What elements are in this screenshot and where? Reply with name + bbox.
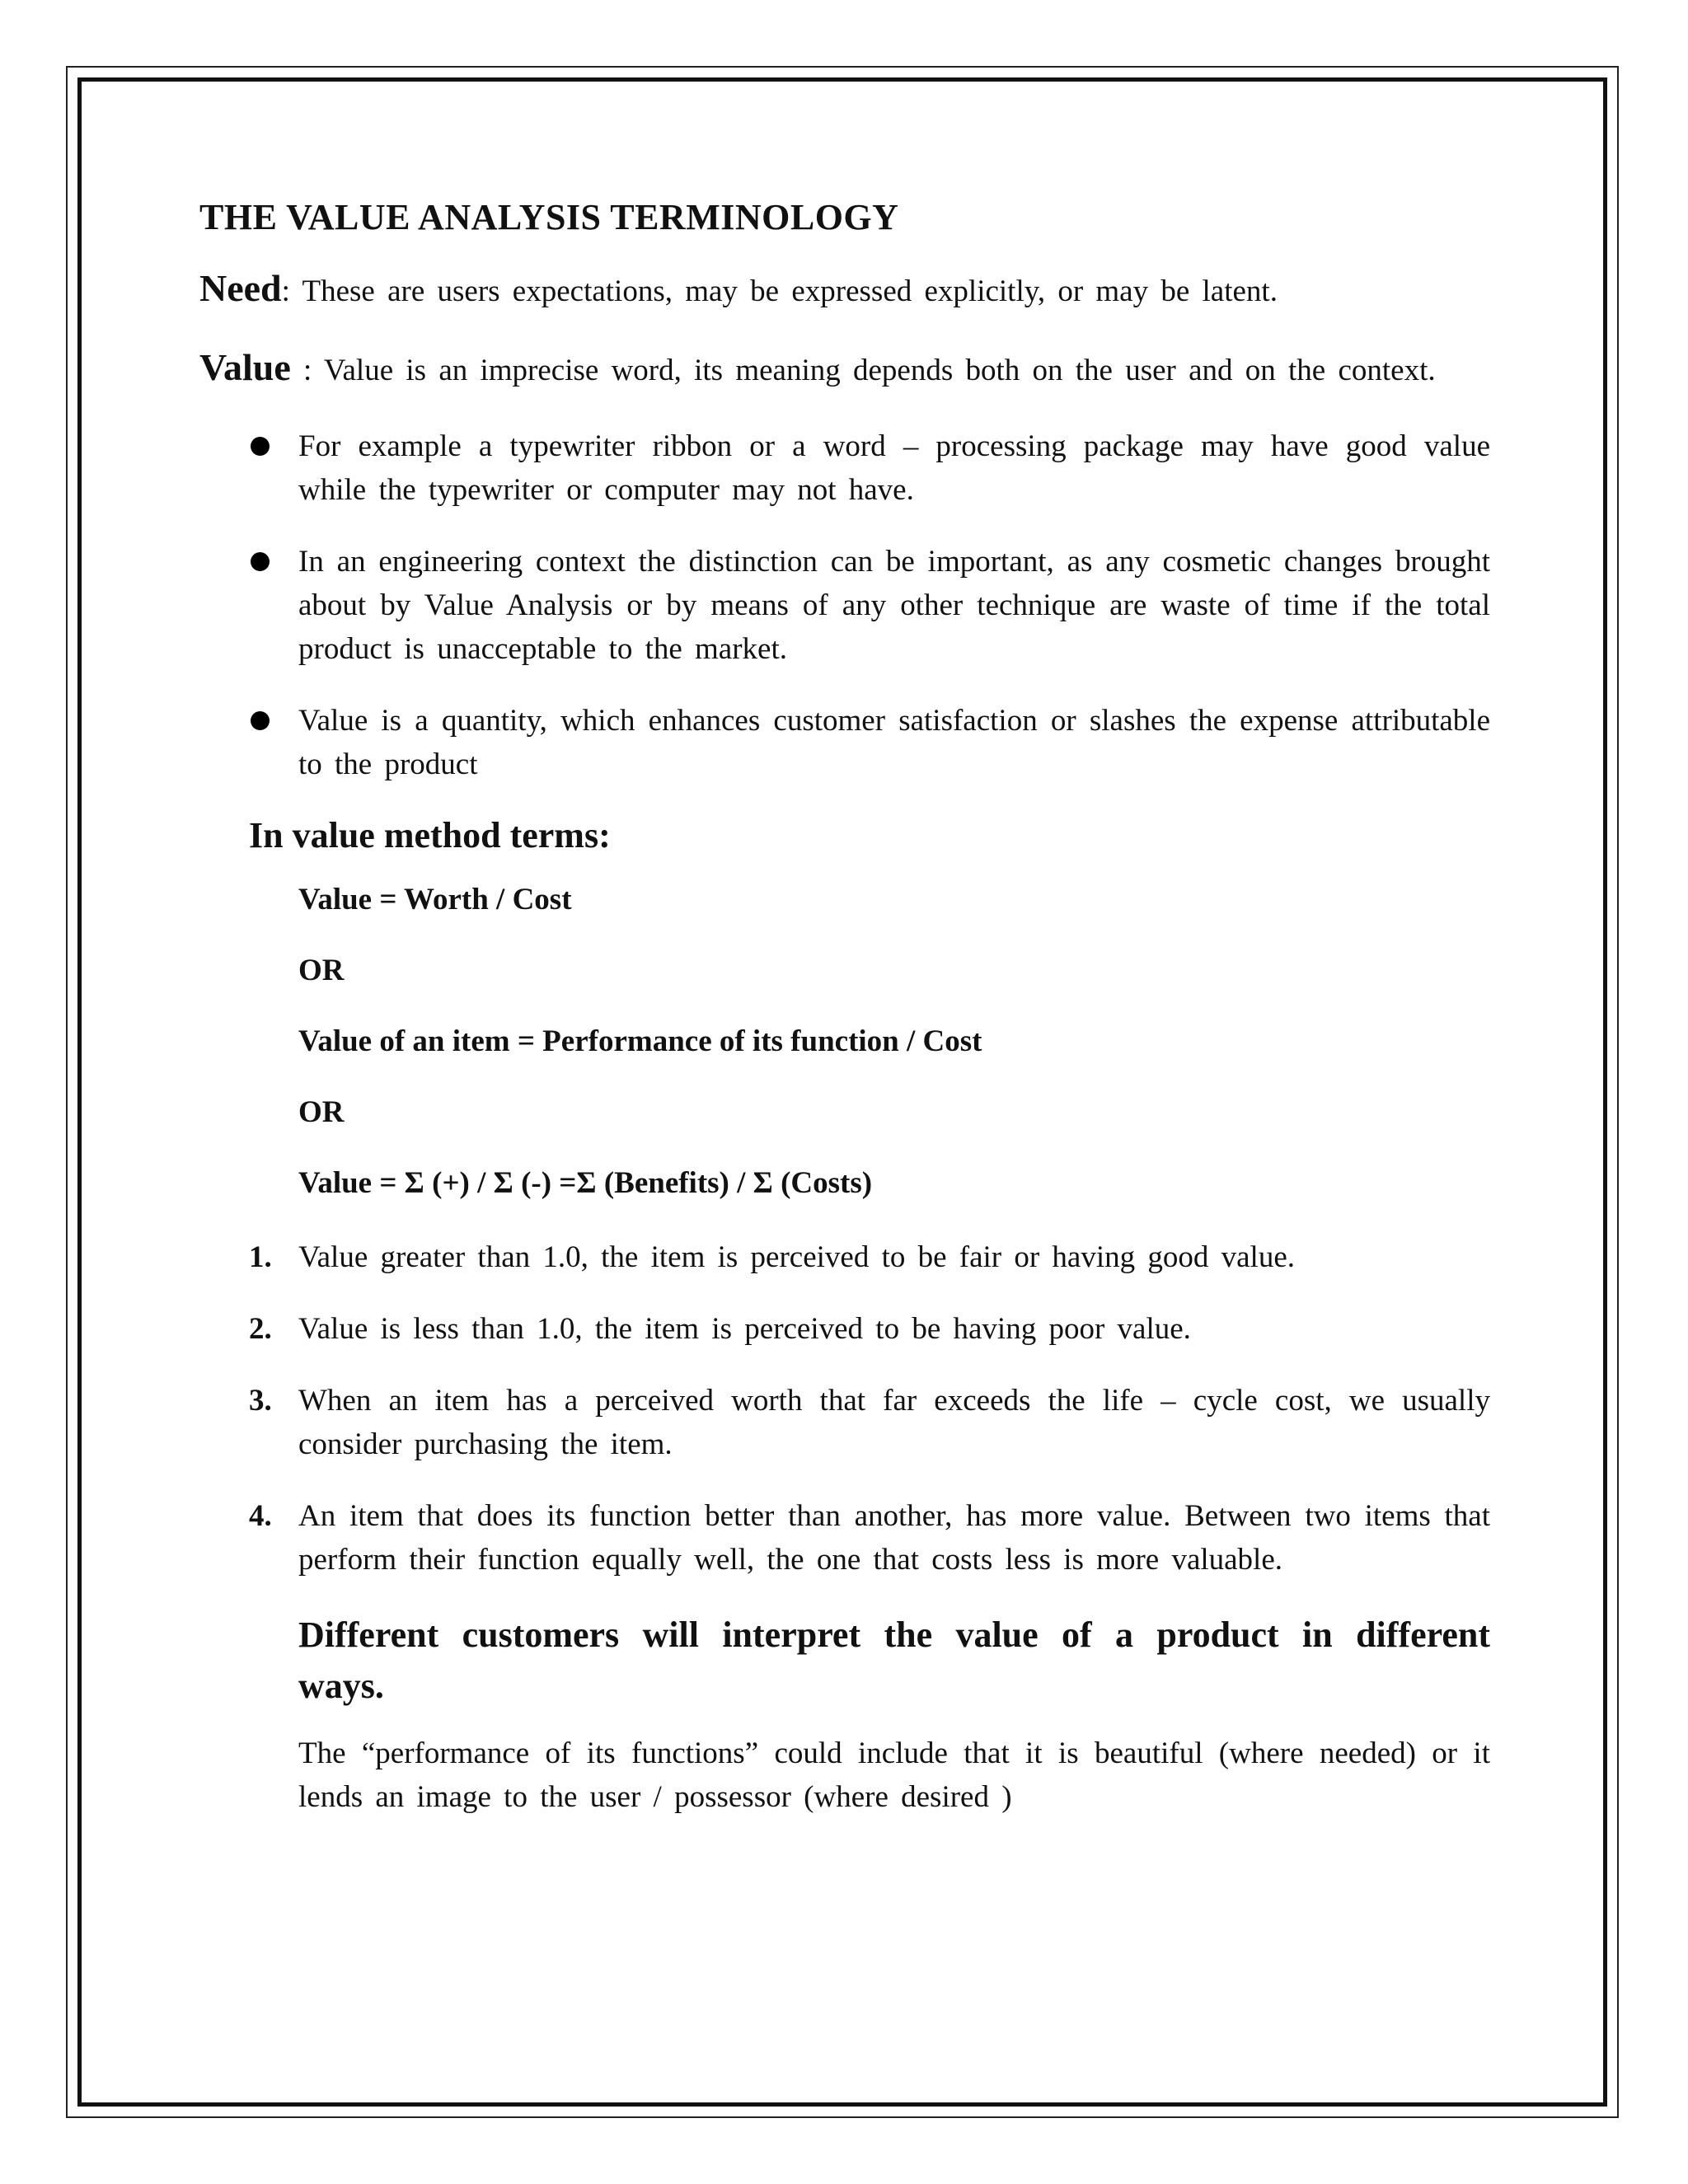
list-item <box>199 424 1490 512</box>
list-item <box>199 1307 1490 1351</box>
bullet-text: Value is a quantity, which enhances customer satisfaction or slashes the expense attributable to the product <box>298 704 1490 781</box>
formula-worth-cost: Value = Worth / Cost <box>298 883 572 916</box>
list-item <box>199 699 1490 786</box>
value-bullet-list <box>199 424 1490 786</box>
value-term: Value <box>199 346 291 388</box>
page-title: THE VALUE ANALYSIS TERMINOLOGY <box>199 197 899 237</box>
formula-or-1: OR <box>298 954 345 987</box>
need-separator: : <box>281 274 290 308</box>
list-item <box>199 540 1490 671</box>
bullet-icon <box>251 437 270 456</box>
need-term: Need <box>199 267 282 309</box>
list-number: 3. <box>249 1384 272 1418</box>
need-text: These are users expectations, may be expressed explicitly, or may be latent. <box>289 274 1278 308</box>
list-text: Value greater than 1.0, the item is perceived to be fair or having good value. <box>298 1240 1296 1274</box>
value-separator: : <box>290 354 312 387</box>
list-number: 4. <box>249 1499 272 1533</box>
document-body <box>199 196 1490 1819</box>
value-text: Value is an imprecise word, its meaning depends both on the user and on the context. <box>312 354 1436 387</box>
list-text: An item that does its function better than another, has more value. Between two items that perform their function equally well, the one that costs less is more valuable. <box>298 1499 1490 1577</box>
value-numbered-list <box>199 1235 1490 1582</box>
list-number: 1. <box>249 1240 272 1274</box>
formula-benefits-costs: Value = Σ (+) / Σ (-) =Σ (Benefits) / Σ (Costs) <box>298 1166 873 1200</box>
formula-performance-cost: Value of an item = Performance of its function / Cost <box>298 1024 982 1058</box>
need-definition <box>199 266 1490 314</box>
list-text: Value is less than 1.0, the item is perceived to be having poor value. <box>298 1312 1191 1346</box>
value-definition <box>199 345 1490 393</box>
closing-paragraph: The “performance of its functions” could include that it is beautiful (where needed) or it lends an image to the user / possessor (where desired ) <box>298 1736 1490 1814</box>
list-text: When an item has a perceived worth that far exceeds the life – cycle cost, we usually consider purchasing the item. <box>298 1384 1490 1461</box>
list-item <box>199 1235 1490 1279</box>
list-item <box>199 1494 1490 1582</box>
emphasis-statement: Different customers will interpret the value of a product in different ways. <box>298 1615 1490 1706</box>
bullet-icon <box>251 711 270 730</box>
list-item <box>199 1379 1490 1466</box>
method-heading: In value method terms: <box>249 815 611 855</box>
bullet-icon <box>251 552 270 571</box>
bullet-text: In an engineering context the distinction can be important, as any cosmetic changes brought about by Value Analysis or by means of any other technique are waste of time if the total product is unacceptable to the market. <box>298 545 1490 666</box>
bullet-text: For example a typewriter ribbon or a word – processing package may have good value while the typewriter or computer may not have. <box>298 429 1490 507</box>
formula-or-2: OR <box>298 1095 345 1129</box>
list-number: 2. <box>249 1312 272 1346</box>
